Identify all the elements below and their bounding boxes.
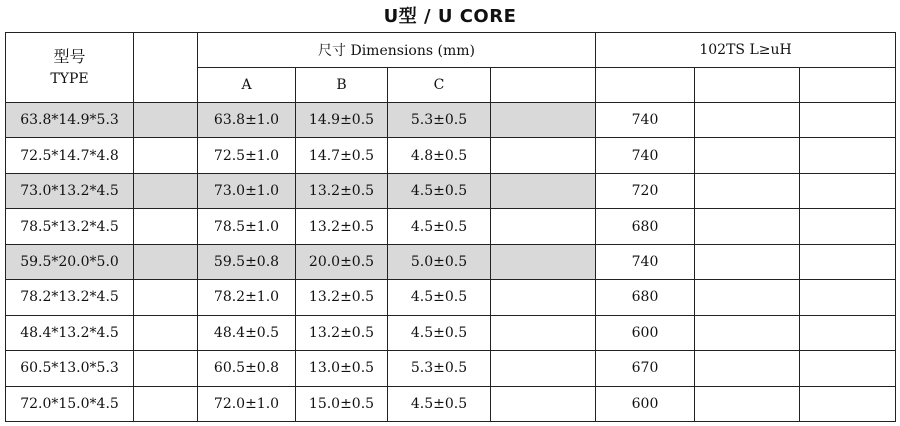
- cell-type: 60.5*13.0*5.3: [6, 351, 134, 386]
- table-row: [6, 315, 896, 350]
- table-row: [6, 103, 896, 138]
- cell-a: 73.0±1.0: [198, 173, 296, 208]
- cell-inductance: 740: [596, 244, 695, 279]
- cell-g-blank: [800, 386, 896, 422]
- cell-type: 78.5*13.2*4.5: [6, 209, 134, 244]
- header-col-g-blank: [800, 68, 896, 103]
- cell-inductance: 740: [596, 103, 695, 138]
- cell-g-blank: [800, 173, 896, 208]
- cell-type: 72.0*15.0*4.5: [6, 386, 134, 422]
- cell-a: 60.5±0.8: [198, 351, 296, 386]
- cell-g-blank: [800, 244, 896, 279]
- cell-f-blank: [695, 351, 800, 386]
- cell-d-blank: [491, 209, 596, 244]
- cell-type: 48.4*13.2*4.5: [6, 315, 134, 350]
- header-type: [6, 33, 134, 103]
- cell-type: 59.5*20.0*5.0: [6, 244, 134, 279]
- cell-d-blank: [491, 315, 596, 350]
- header-col-a: A: [198, 68, 296, 103]
- cell-f-blank: [695, 138, 800, 173]
- header-blank: [134, 33, 198, 103]
- cell-b: 15.0±0.5: [296, 386, 388, 422]
- cell-c: 4.5±0.5: [388, 315, 491, 350]
- header-type-en: TYPE: [50, 70, 89, 87]
- cell-f-blank: [695, 315, 800, 350]
- cell-d-blank: [491, 138, 596, 173]
- cell-d-blank: [491, 244, 596, 279]
- cell-b: 13.0±0.5: [296, 351, 388, 386]
- cell-c: 4.8±0.5: [388, 138, 491, 173]
- table-row: [6, 386, 896, 422]
- cell-f-blank: [695, 244, 800, 279]
- cell-type: 63.8*14.9*5.3: [6, 103, 134, 138]
- cell-d-blank: [491, 280, 596, 315]
- cell-g-blank: [800, 315, 896, 350]
- cell-blank: [134, 351, 198, 386]
- cell-a: 78.5±1.0: [198, 209, 296, 244]
- cell-d-blank: [491, 103, 596, 138]
- cell-g-blank: [800, 351, 896, 386]
- table-row: [6, 209, 896, 244]
- cell-f-blank: [695, 103, 800, 138]
- table-row: [6, 244, 896, 279]
- cell-d-blank: [491, 173, 596, 208]
- cell-b: 14.9±0.5: [296, 103, 388, 138]
- cell-inductance: 680: [596, 209, 695, 244]
- header-col-d-blank: [491, 68, 596, 103]
- cell-inductance: 720: [596, 173, 695, 208]
- cell-blank: [134, 280, 198, 315]
- header-col-c: C: [388, 68, 491, 103]
- cell-inductance: 680: [596, 280, 695, 315]
- table-row: [6, 351, 896, 386]
- cell-blank: [134, 244, 198, 279]
- cell-a: 48.4±0.5: [198, 315, 296, 350]
- cell-a: 78.2±1.0: [198, 280, 296, 315]
- cell-b: 13.2±0.5: [296, 280, 388, 315]
- header-col-f-blank: [695, 68, 800, 103]
- cell-c: 5.0±0.5: [388, 244, 491, 279]
- u-core-spec-table: [5, 32, 896, 422]
- cell-b: 13.2±0.5: [296, 209, 388, 244]
- cell-inductance: 600: [596, 386, 695, 422]
- table-row: [6, 280, 896, 315]
- cell-a: 59.5±0.8: [198, 244, 296, 279]
- cell-c: 5.3±0.5: [388, 103, 491, 138]
- page-title: U型 / U CORE: [383, 6, 517, 27]
- cell-f-blank: [695, 173, 800, 208]
- cell-g-blank: [800, 138, 896, 173]
- cell-inductance: 740: [596, 138, 695, 173]
- cell-c: 5.3±0.5: [388, 351, 491, 386]
- cell-blank: [134, 173, 198, 208]
- cell-c: 4.5±0.5: [388, 173, 491, 208]
- table-row: [6, 173, 896, 208]
- cell-b: 13.2±0.5: [296, 315, 388, 350]
- cell-c: 4.5±0.5: [388, 386, 491, 422]
- header-inductance: 102TS L≥uH: [596, 33, 896, 68]
- cell-g-blank: [800, 280, 896, 315]
- cell-g-blank: [800, 103, 896, 138]
- cell-a: 72.5±1.0: [198, 138, 296, 173]
- cell-f-blank: [695, 386, 800, 422]
- cell-a: 72.0±1.0: [198, 386, 296, 422]
- cell-a: 63.8±1.0: [198, 103, 296, 138]
- cell-b: 14.7±0.5: [296, 138, 388, 173]
- cell-inductance: 670: [596, 351, 695, 386]
- cell-c: 4.5±0.5: [388, 280, 491, 315]
- header-col-e-blank: [596, 68, 695, 103]
- cell-b: 20.0±0.5: [296, 244, 388, 279]
- cell-c: 4.5±0.5: [388, 209, 491, 244]
- cell-b: 13.2±0.5: [296, 173, 388, 208]
- cell-f-blank: [695, 280, 800, 315]
- cell-f-blank: [695, 209, 800, 244]
- cell-type: 73.0*13.2*4.5: [6, 173, 134, 208]
- cell-blank: [134, 386, 198, 422]
- cell-type: 72.5*14.7*4.8: [6, 138, 134, 173]
- cell-g-blank: [800, 209, 896, 244]
- cell-type: 78.2*13.2*4.5: [6, 280, 134, 315]
- header-dimensions: 尺寸 Dimensions (mm): [198, 33, 596, 68]
- cell-d-blank: [491, 386, 596, 422]
- cell-blank: [134, 103, 198, 138]
- cell-blank: [134, 209, 198, 244]
- cell-inductance: 600: [596, 315, 695, 350]
- table-row: [6, 138, 896, 173]
- header-type-cn: 型号: [53, 46, 86, 66]
- header-col-b: B: [296, 68, 388, 103]
- cell-d-blank: [491, 351, 596, 386]
- header-row-1: [6, 33, 896, 68]
- cell-blank: [134, 138, 198, 173]
- cell-blank: [134, 315, 198, 350]
